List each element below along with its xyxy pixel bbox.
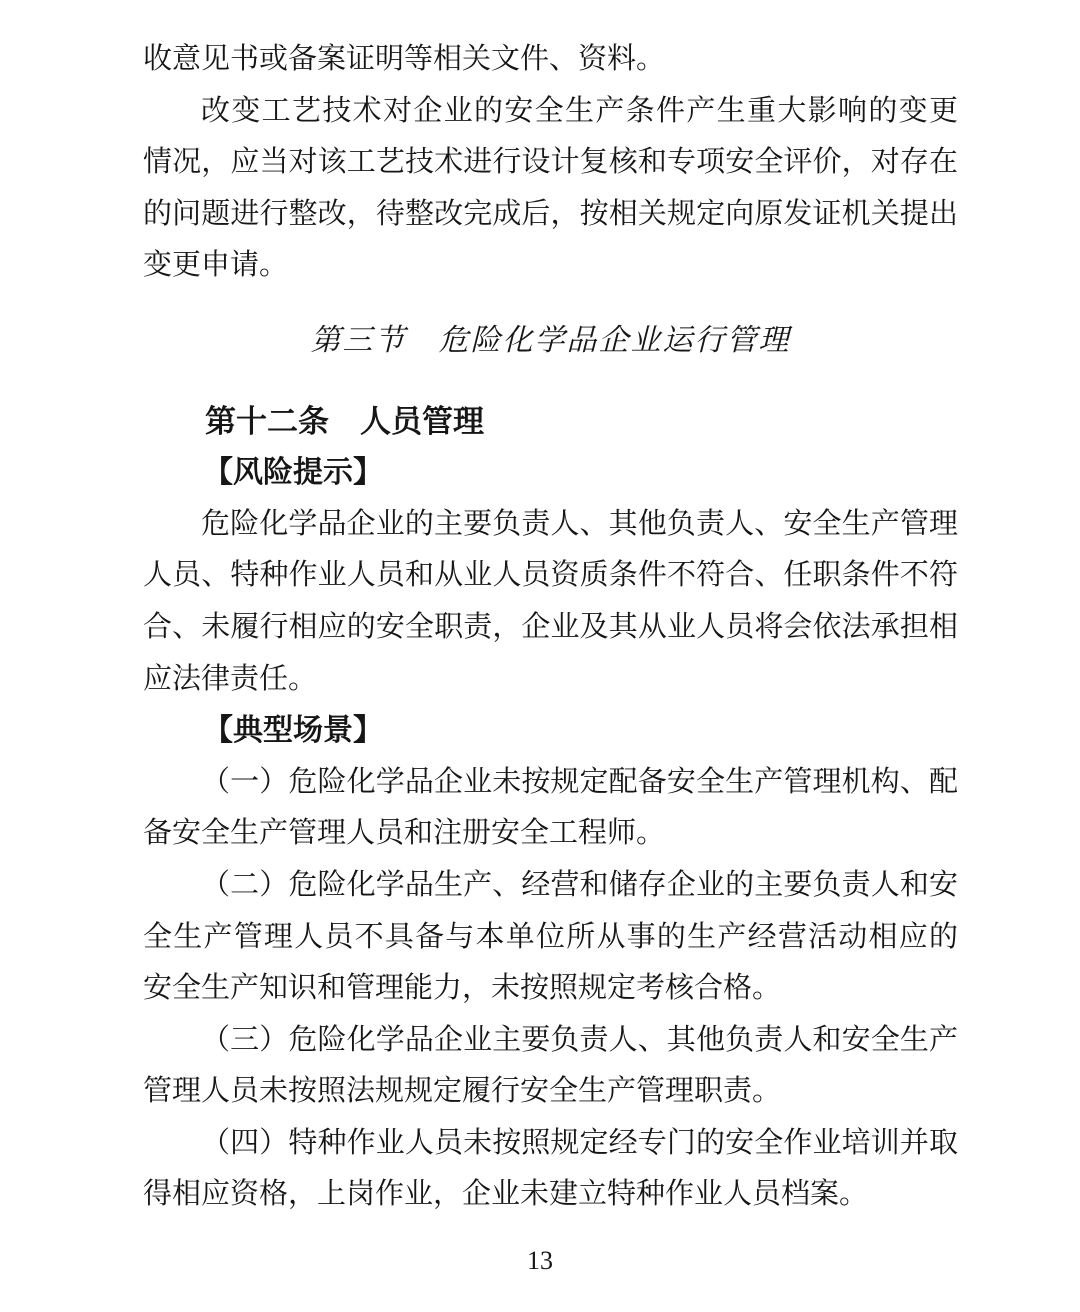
paragraph-scenario-1	[143, 757, 958, 860]
text-line: （四）特种作业人员未按照规定经专门的安全作业培训并取	[201, 1126, 958, 1159]
typical-scenario-label: 【典型场景】	[203, 714, 383, 748]
text-line: （三）危险化学品企业主要负责人、其他负责人和安全生产	[201, 1023, 958, 1056]
text-line: 管理人员未按照法规规定履行安全生产管理职责。	[143, 1075, 782, 1108]
paragraph-scenario-3	[143, 1015, 958, 1118]
text-line: 危险化学品企业的主要负责人、其他负责人、安全生产管理	[201, 507, 958, 540]
text-line: 备安全生产管理人员和注册安全工程师。	[143, 817, 666, 850]
paragraph-scenario-2	[143, 860, 958, 1015]
paragraph-risk	[143, 499, 958, 705]
text-line: 的问题进行整改，待整改完成后，按相关规定向原发证机关提出	[143, 197, 958, 230]
text-line: 安全生产知识和管理能力，未按照规定考核合格。	[143, 972, 782, 1005]
paragraph-process-change	[143, 86, 958, 292]
section-heading: 第三节 危险化学品企业运行管理	[310, 323, 791, 357]
text-line: （二）危险化学品生产、经营和储存企业的主要负责人和安	[201, 868, 958, 901]
risk-tip-label: 【风险提示】	[203, 456, 383, 490]
text-line: 得相应资格，上岗作业，企业未建立特种作业人员档案。	[143, 1178, 869, 1211]
document-body	[143, 34, 958, 1221]
page-number: 13	[527, 1246, 553, 1275]
article-heading: 第十二条 人员管理	[205, 403, 484, 439]
text-line: 人员、特种作业人员和从业人员资质条件不符合、任职条件不符	[143, 559, 958, 592]
paragraph-scenario-4	[143, 1118, 958, 1221]
text-line: （一）危险化学品企业未按规定配备安全生产管理机构、配	[201, 765, 958, 798]
text-line: 变更申请。	[143, 249, 289, 282]
text-line: 合、未履行相应的安全职责，企业及其从业人员将会依法承担相	[143, 610, 958, 643]
text-line: 全生产管理人员不具备与本单位所从事的生产经营活动相应的	[143, 920, 958, 953]
text-line: 收意见书或备案证明等相关文件、资料。	[143, 43, 666, 75]
text-line: 应法律责任。	[143, 662, 318, 695]
text-line: 情况，应当对该工艺技术进行设计复核和专项安全评价，对存在	[143, 146, 958, 179]
paragraph-continuation	[143, 34, 958, 86]
text-line: 改变工艺技术对企业的安全生产条件产生重大影响的变更	[201, 94, 958, 127]
